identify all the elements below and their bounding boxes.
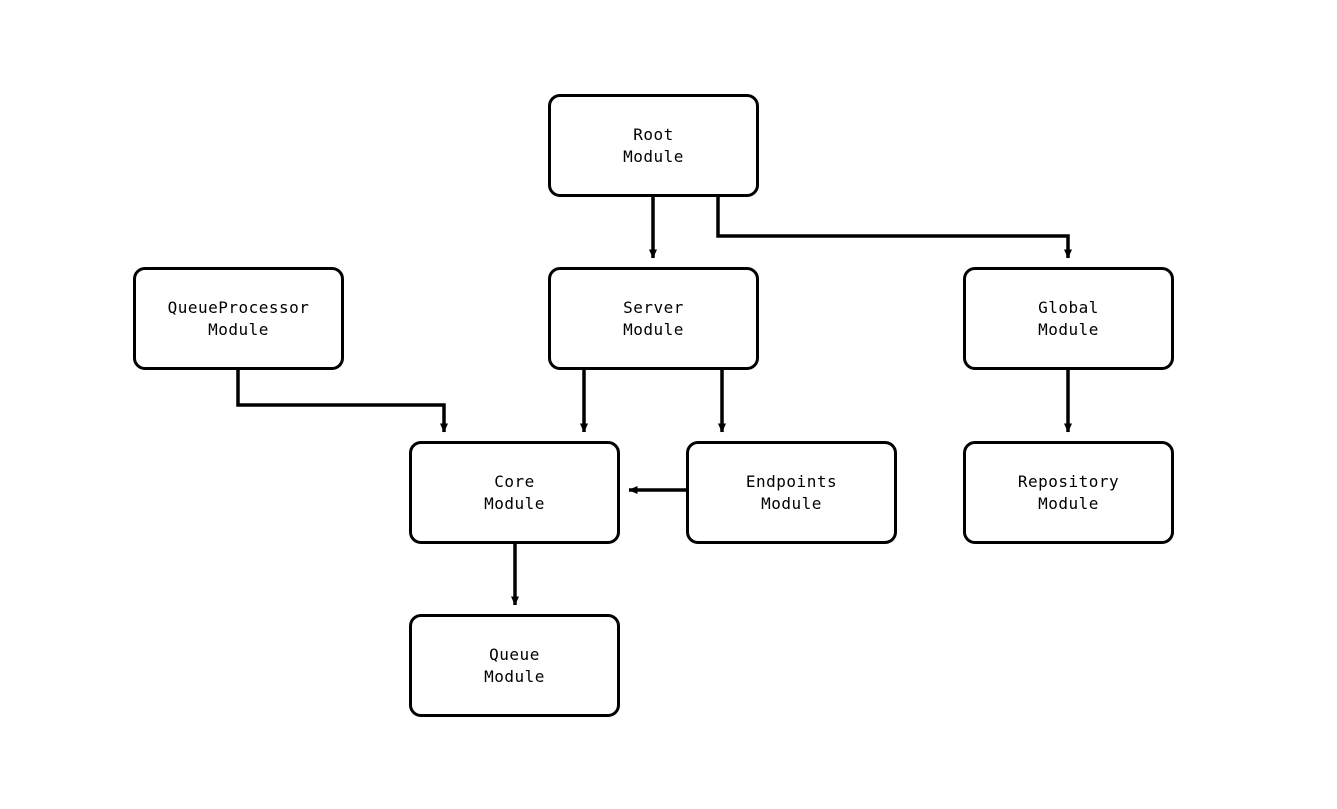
node-core-module[interactable] <box>409 441 620 544</box>
node-label-line2: Module <box>623 146 684 166</box>
node-label-line2: Module <box>208 319 269 339</box>
node-repository-module[interactable] <box>963 441 1174 544</box>
node-queueprocessor-module[interactable] <box>133 267 344 370</box>
edge-root-global <box>718 197 1068 258</box>
node-label-line1: Repository <box>1017 471 1120 491</box>
node-label-line2: Module <box>1038 493 1099 513</box>
node-label-line1: Queue <box>489 644 540 664</box>
node-label-line2: Module <box>623 319 684 339</box>
node-server-module[interactable] <box>548 267 759 370</box>
node-label-line1: Global <box>1038 297 1099 317</box>
node-label-line1: Root <box>633 124 674 144</box>
node-queue-module[interactable] <box>409 614 620 717</box>
node-global-module[interactable] <box>963 267 1174 370</box>
node-label-line2: Module <box>761 493 822 513</box>
node-endpoints-module[interactable] <box>686 441 897 544</box>
node-label-line2: Module <box>484 493 545 513</box>
node-label-line1: Server <box>623 297 684 317</box>
node-label-line1: Endpoints <box>745 471 838 491</box>
node-label-line1: Core <box>494 471 535 491</box>
node-label-line1: QueueProcessor <box>167 297 310 317</box>
node-label-line2: Module <box>1038 319 1099 339</box>
node-label-line2: Module <box>484 666 545 686</box>
edge-queueprocessor-core <box>238 370 444 432</box>
node-root-module[interactable] <box>548 94 759 197</box>
